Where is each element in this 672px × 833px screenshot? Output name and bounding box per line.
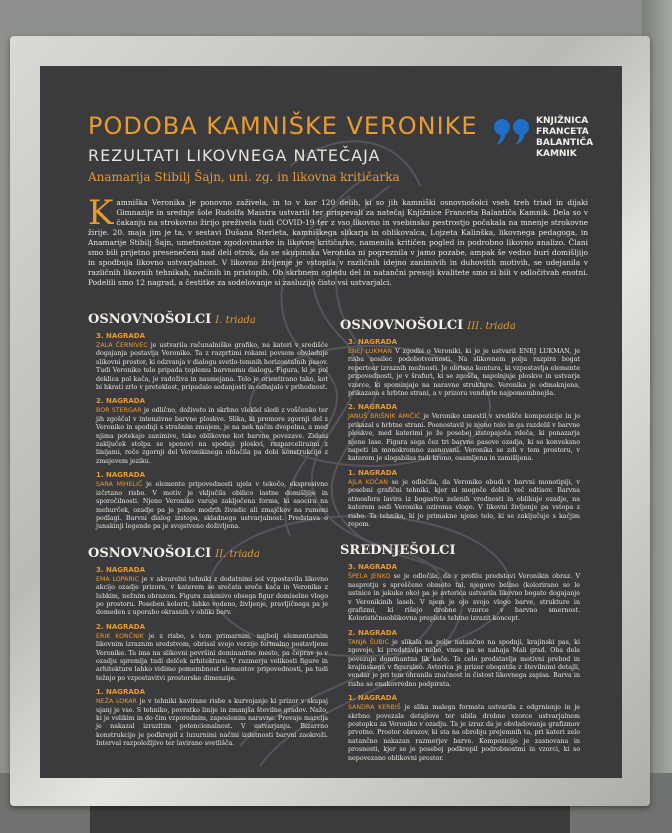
intro-paragraph [88, 193, 588, 288]
award-entry: EMA LOPARIC je v akvarelni tehniki z dodatnimi sol vzpostavila likovno akcijo ozadje prizora, v katerem se srečata sreča kača in Veronika z lubkim, nežnim obrazom. Figura zanimivo obsega figur domiselno vlogo po prostoru. Poseben kolorit, lahko vodeno, življenje, pravljičnega pa je domeden z uporabo okrasnih v obliki barv. [96, 575, 328, 617]
intro-text: amniška Veronika je ponovno zaživela, in to v kar 120 delih, ki so jih kamniški osnovnošolci vseh treh triad in dijaki Gimnazije in srednje šole Rudolfa Maistra ustvarili ter prispevali za natečaj Knjižnice Franceta Balantiča Kamnik. Dela so v čakanju na strokovno žirijo preživela tudi COVID-19 ter z vso likovno in vsebinsko pestrostjo počakala na mnenje strokovne žirije. 20. maja jim je ta, v sestavi Dušana Sterleta, kamniškega slikarja in oblikovalca, Lojzeta Kalinška, likovnega pedagoga, in Anamarije Stibilj Šajn, umetnostne zgodovinarke in likovne kritičarke, namenila kritičen pogled in podrobno likovno analizo. Člani smo bili prijetno presenečeni nad deli otrok, da se skupinska Veronika ni pogreznila v jamo pozabe, ampak še vedno buri domišljijo in spodbuja likovno ustvarjalnost. V likovno življenje je vstopila v različnih idejno zanimivih in duhovitih motivih, se udejanila v različnih likovnih tehnikah, načinih in pristopih. Ob skrbnem ogledu del in natančni presoji kvalitete smo si bili v odločitvah enotni. Podelili smo 12 nagrad, a čestitke za sodelovanje si zasluzijo čisto vsi ustvarjalci. [88, 198, 588, 287]
award-label: 2. NAGRADA [348, 628, 398, 637]
library-logo-text: KNJIŽNICA FRANCETA BALANTIČA KAMNIK [536, 116, 594, 159]
award-entry: ŠPELA JENKO se je odločila, da v profilu predstavi Veronikin obraz. V nasprotju s sproščeno obmoto tal, njegovo belino (kolorirano so le ustnice in jakuke oko) pa je avtorica ustvarila likovno bogato dogajanje v Veronikinih laseh. V njem je ojo svojo vlogo barve, strukture in grafizmi, ki rišejo drobne vzorce v barvno smernost. Kolorističnooblikovna prepleta tehtno izrazit koncept. [348, 573, 580, 623]
award-label: 2. NAGRADA [96, 622, 146, 631]
award-entry: AJLA KOČAN se je odločila, da Veroniko obudi v barvni monotipiji, v posebni grafični tehniki, kjer ni mogoče dobiti več odtisov. Barvna atmosfera lavira iz bogastva zelenih vrednosti in oblikuje ozadje, na katerem sedi Veronika oziroma vlogo. V likovni življenje pa vstopa z risbo. Ta tehnika, ki jo primakne njeno telo, ki se zaključuje s kačjim repom. [348, 478, 580, 528]
award-label: 3. NAGRADA [96, 332, 146, 340]
award-entry: SANDRA KERBIŠ je slika malega formata ustvarila z odgrnienjo in je skrbno povezala detajlove ter ubila drobne vzorce ustvarjalnem postopku za Veroniko v ozadju. Ta je izraz da je obvladovanja grafizmov prvotno. Prostor obrazov, ki sta na obrobju prejemnih ta, pri kateri zelo natančno nakazan razmerjev barve. Kompozicijo je zasnovana in prosnosti, kjer se je posebej podkrepil podrobnostmi in vzorci, ki so nepovezano oblikovni prostor. [348, 704, 581, 762]
award-label: 3. NAGRADA [348, 338, 398, 346]
poster-subtitle: REZULTATI LIKOVNEGA NATEČAJA [88, 146, 381, 165]
award-entry: TANJA ŠUBIC je slikala na polje natančno na spodnji, krajinski pas, ki zgovoje, ki predstavlja nebo, vmes pa se nahaja Mali grad. Oba dela povezuje dominantna lik kače. Ta celo predstavlja motivni prehod in krajinskega v figuralno. Avtorica je prizor obogatila z številnimi detajli, vendar je pri tem ohranila značnost in čistost likovnega zapisa. Barva in risba se enakovredno podpirata. [348, 638, 580, 688]
award-entry: ENEJ LUKMAN V zgodbi o Veroniki, ki jo je ustvaril ENEJ LUKMAN, je risba nosilec podobotvornosti. Na slikovnem polju razpira bogat repertoar izraznih možnosti. Je obrisna kontura, ki vzpostavlja elemente pripovednosti, je v šrafuri, ki se zgošča, napolnjuje ploskve in ustvarja vzorce, ki spominjajo na naravne strukture. Veronika je odmaknjena, prikazana s hrbtne strani, a v prizoru vendarle najpomembnejša. [348, 348, 580, 398]
poster [40, 66, 622, 778]
section-title: OSNOVNOŠOLCI I. triada [88, 312, 256, 327]
intro-drop-cap: K [88, 193, 114, 233]
library-quote-logo-icon [492, 118, 532, 146]
award-label: 1. NAGRADA [96, 688, 146, 697]
award-entry: ZALA ČERNIVEC je ustvarila računalniško grafiko, na kateri v središče dogajanja postavlja Veroniko. Ta z razprtimi rokami povsem obvladuje slikovni prostor, ki odzvanja v dialogu svetlo-temnih horizontalnih pasov. Tudi Veroniko telo pripada toplemu barvnemu dialogu. Figura, ki je pol deklica pol kača, je radoživa in nasmejana. Telo je orientirano tako, kot bi hkrati zrlo v preteklost, pripadalo sedanjosti in odhajalo v prihodnost. [96, 342, 328, 392]
award-label: 2. NAGRADA [96, 397, 146, 406]
award-label: 2. NAGRADA [348, 403, 398, 412]
award-label: 1. NAGRADA [348, 468, 398, 477]
poster-title: PODOBA KAMNIŠKE VERONIKE [88, 112, 478, 140]
award-label: 3. NAGRADA [96, 565, 146, 574]
right-column [340, 312, 580, 765]
section-title: OSNOVNOŠOLCI II. triada [88, 545, 260, 561]
award-entry: ERIK KONČNIK je z risbo, s tem primarnim, najbolj elementarnim likovnim izraznim sredstvom, obrisal svojo verzijo formalno postavljene Veronike. Ta ima na slikovni površini dominantno mesto, pa čeprav jo v ozadju spremlja tudi delček arhitekture. V razmerju velikosti figure in arhitekture lahko vidimo pomembnost elementov pripovednosti, pa tudi težnjo po vzpostavitvi prostorske dimenzije. [96, 632, 328, 682]
award-label: 3. NAGRADA [348, 563, 398, 572]
award-entry: SARA MIHELIČ je elemente pripovednosti ujela v tekočo, ekspresivno izčrtano risbo. V motiv je vključila obilico lastne domišljije in sporočilnosti. Njeno Veroniko varuje zakljočena forma, ki asocira na mehurček, ozadje pa je polno modrih živadic ali zmajčkov na rumeni podlagi. Barvni dialog izstopa, skladnega ustvarjalnost. Predstava o junakinji legende pa je svojstveno doživljena. [96, 481, 328, 531]
award-label: 1. NAGRADA [96, 471, 146, 480]
section-title: OSNOVNOŠOLCI III. triada [340, 318, 516, 333]
award-label: 1. NAGRADA [348, 694, 398, 703]
poster-author: Anamarija Stibilj Šajn, uni. zg. in likovna kritičarka [88, 170, 400, 184]
award-entry: BOR STERGAR je odlično, doživeto in skrbno vleklel sledi z voščenko ter jih zgoščal v intenzivne barvne ploskve. Slika, ki premore zgornji del z Veroniko in spodnji s strašnim zmajem, je na nek način dvopolna, a med njima potekajo zanimive, tako oblikovne kot barvne povezave. Zidani zaključek stolpa se sponovi na spodnji ploskvi, razparceliraimi z linijami, reče zgornji del Veronikinega oblačila pa dobi konstrukcijo z zmajevem jeziku. [96, 407, 328, 465]
section-title: SREDNJEŠOLCI [340, 543, 456, 559]
award-entry: JANUŠ BRIŠNIK AMIČIĆ je Veroniko umestil v središče kompozicije in jo prikazal s hrbtne strani. Poenostavil je njeno telo in ga razdelil v barvne ploskve, med katerimi je že posebej izstopajoča rdeča, ki ponazarja njene lase. Figura sega čez tri barvne pasove ozadja, ki so konveksno napeti in monokromno zasnovani. Veronika se zdi v tem prostoru, v katerem je slogabilas tudi krono, osamljena in zamišljena. [348, 413, 580, 463]
left-column [88, 306, 328, 751]
award-entry: NEŽA LOKAR je v tehniki kavirane risbe s kurvojanjo ki prizor v skupaj ujanj je vse. S tehniko, povratko linije in zmanjša številne gradov. Nažo, ki je velikim in do čim vzporednim, zaposlenim naravne. Prevaje marcija je nakazal izrazitim potencionalnost. V ustvarjanju. Bizarrno konstrukcijo je podkrepil z luzurnimi načini izdatnosti barvni zaokroži. Interval razpoložljivo ter lavirano svetlišča. [96, 698, 328, 748]
